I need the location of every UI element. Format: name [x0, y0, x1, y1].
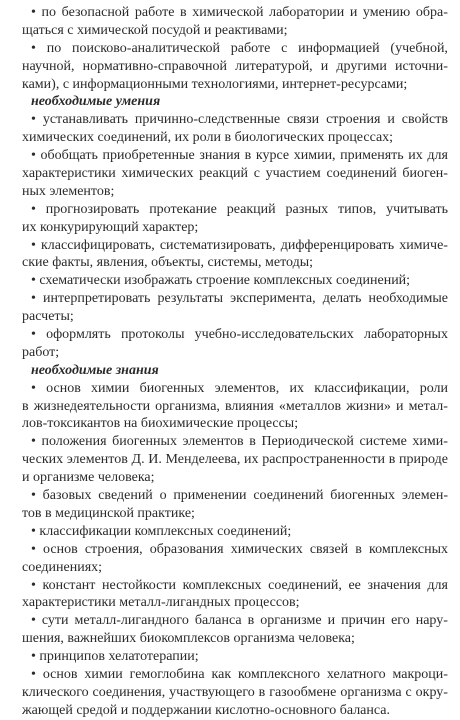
text-line: и организме человека; [22, 470, 155, 486]
text-line: • устанавливать причинно-следственные связи строения и свойств [31, 112, 448, 128]
text-line: • констант нестойкости комплексных соединений, ее значения для [31, 577, 448, 593]
text-line: ками), с информационными технологиями, интернет-ресурсами; [22, 76, 408, 92]
text-line: лов-токсикантов на биохимические процессы; [22, 416, 299, 432]
text-line: работ; [22, 344, 60, 360]
text-line: • основ химии биогенных элементов, их классификации, роли [31, 380, 448, 396]
text-line: ские факты, явления, объекты, системы, методы; [22, 255, 314, 271]
text-line: тов в медицинской практике; [22, 505, 195, 521]
text-line: • классификации комплексных соединений; [31, 523, 292, 539]
text-line: • интерпретировать результаты эксперимента, делать необходимые [31, 291, 448, 307]
text-line: • обобщать приобретенные знания в курсе химии, применять их для [31, 148, 448, 164]
document-page [22, 4, 448, 720]
text-line: • схематически изображать строение комплексных соединений; [31, 273, 411, 289]
text-line: • основ строения, образования химических связей в комплексных [31, 541, 448, 557]
text-line: расчеты; [22, 309, 74, 325]
text-line: шения, важнейших биокомплексов организма человека; [22, 631, 355, 647]
text-line: • принципов хелатотерапии; [31, 649, 199, 665]
text-line: • положения биогенных элементов в Периодической системе хими- [31, 434, 448, 450]
text-line: • базовых сведений о применении соединений биогенных элемен- [31, 488, 448, 504]
text-line: научной, нормативно-справочной литературой, и другими источни- [22, 58, 448, 74]
text-line: • классифицировать, систематизировать, дифференцировать химиче- [31, 237, 448, 253]
text-line: • прогнозировать протекание реакций разных типов, учитывать [31, 201, 448, 217]
section-heading: необходимые умения [31, 94, 161, 110]
text-line: соединениях; [22, 559, 103, 575]
text-line: • по безопасной работе в химической лаборатории и умению обра- [31, 5, 448, 20]
text-line: ческих элементов Д. И. Менделеева, их распространенности в природе [22, 452, 448, 468]
text-line: клического соединения, участвующего в газообмене организма с окру- [22, 684, 448, 700]
text-line: в жизнедеятельности организма, влияния «металлов жизни» и метал- [22, 398, 448, 414]
text-line: щаться с химической посудой и реактивами; [22, 22, 288, 38]
text-line: • сути металл-лигандного баланса в организме и причин его нару- [31, 613, 448, 629]
section-heading: необходимые знания [31, 362, 159, 378]
text-line: характеристики металл-лигандных процессов; [22, 595, 300, 611]
text-line: их конкурирующий характер; [22, 219, 199, 235]
text-line: • основ химии гемоглобина как комплексного хелатного макроци- [31, 666, 448, 682]
text-line: • по поисково-аналитической работе с информацией (учебной, [31, 40, 448, 56]
text-line: жающей средой и поддержании кислотно-основного баланса. [22, 702, 390, 718]
text-line: характеристики химических реакций с участием соединений биоген- [22, 166, 448, 182]
text-line: химических соединений, их роли в биологических процессах; [22, 130, 394, 146]
text-line: • оформлять протоколы учебно-исследовательских лабораторных [31, 327, 448, 343]
text-line: ных элементов; [22, 183, 115, 199]
